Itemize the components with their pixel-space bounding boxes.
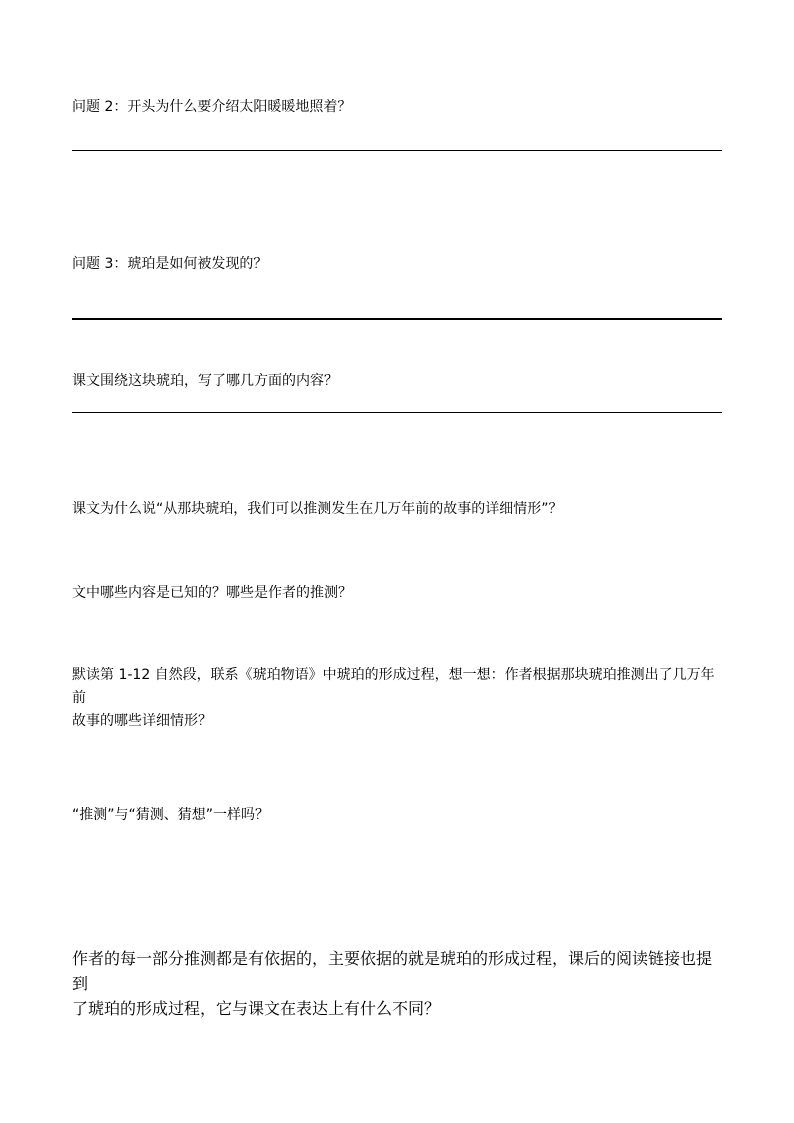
question-reading-task [72,664,724,733]
question-3: 问题 3：琥珀是如何被发现的？ [72,256,268,272]
question-final-line-1: 作者的每一部分推测都是有依据的，主要依据的就是琥珀的形成过程，课后的阅读链接也提到 [72,949,713,993]
question-why-infer: 课文为什么说“从那块琥珀，我们可以推测发生在几万年前的故事的详细情形”？ [72,501,563,517]
answer-line-question-2 [72,150,722,151]
answer-line-question-aspects [72,412,722,413]
question-aspects: 课文围绕这块琥珀，写了哪几方面的内容？ [72,373,338,389]
question-known-vs-inferred: 文中哪些内容是已知的？哪些是作者的推测？ [72,585,352,601]
question-reading-task-line-1: 默读第 1-12 自然段，联系《琥珀物语》中琥珀的形成过程，想一想：作者根据那块琥珀推测出了几万年前 [72,667,715,706]
question-final-line-2: 了琥珀的形成过程，它与课文在表达上有什么不同？ [72,999,441,1018]
question-compare-words: “推测”与“猜测、猜想”一样吗？ [72,807,270,823]
answer-line-question-3 [72,318,722,320]
question-reading-task-line-2: 故事的哪些详细情形？ [72,713,212,729]
question-final [72,946,724,1021]
question-2: 问题 2：开头为什么要介绍太阳暖暖地照着？ [72,99,352,115]
